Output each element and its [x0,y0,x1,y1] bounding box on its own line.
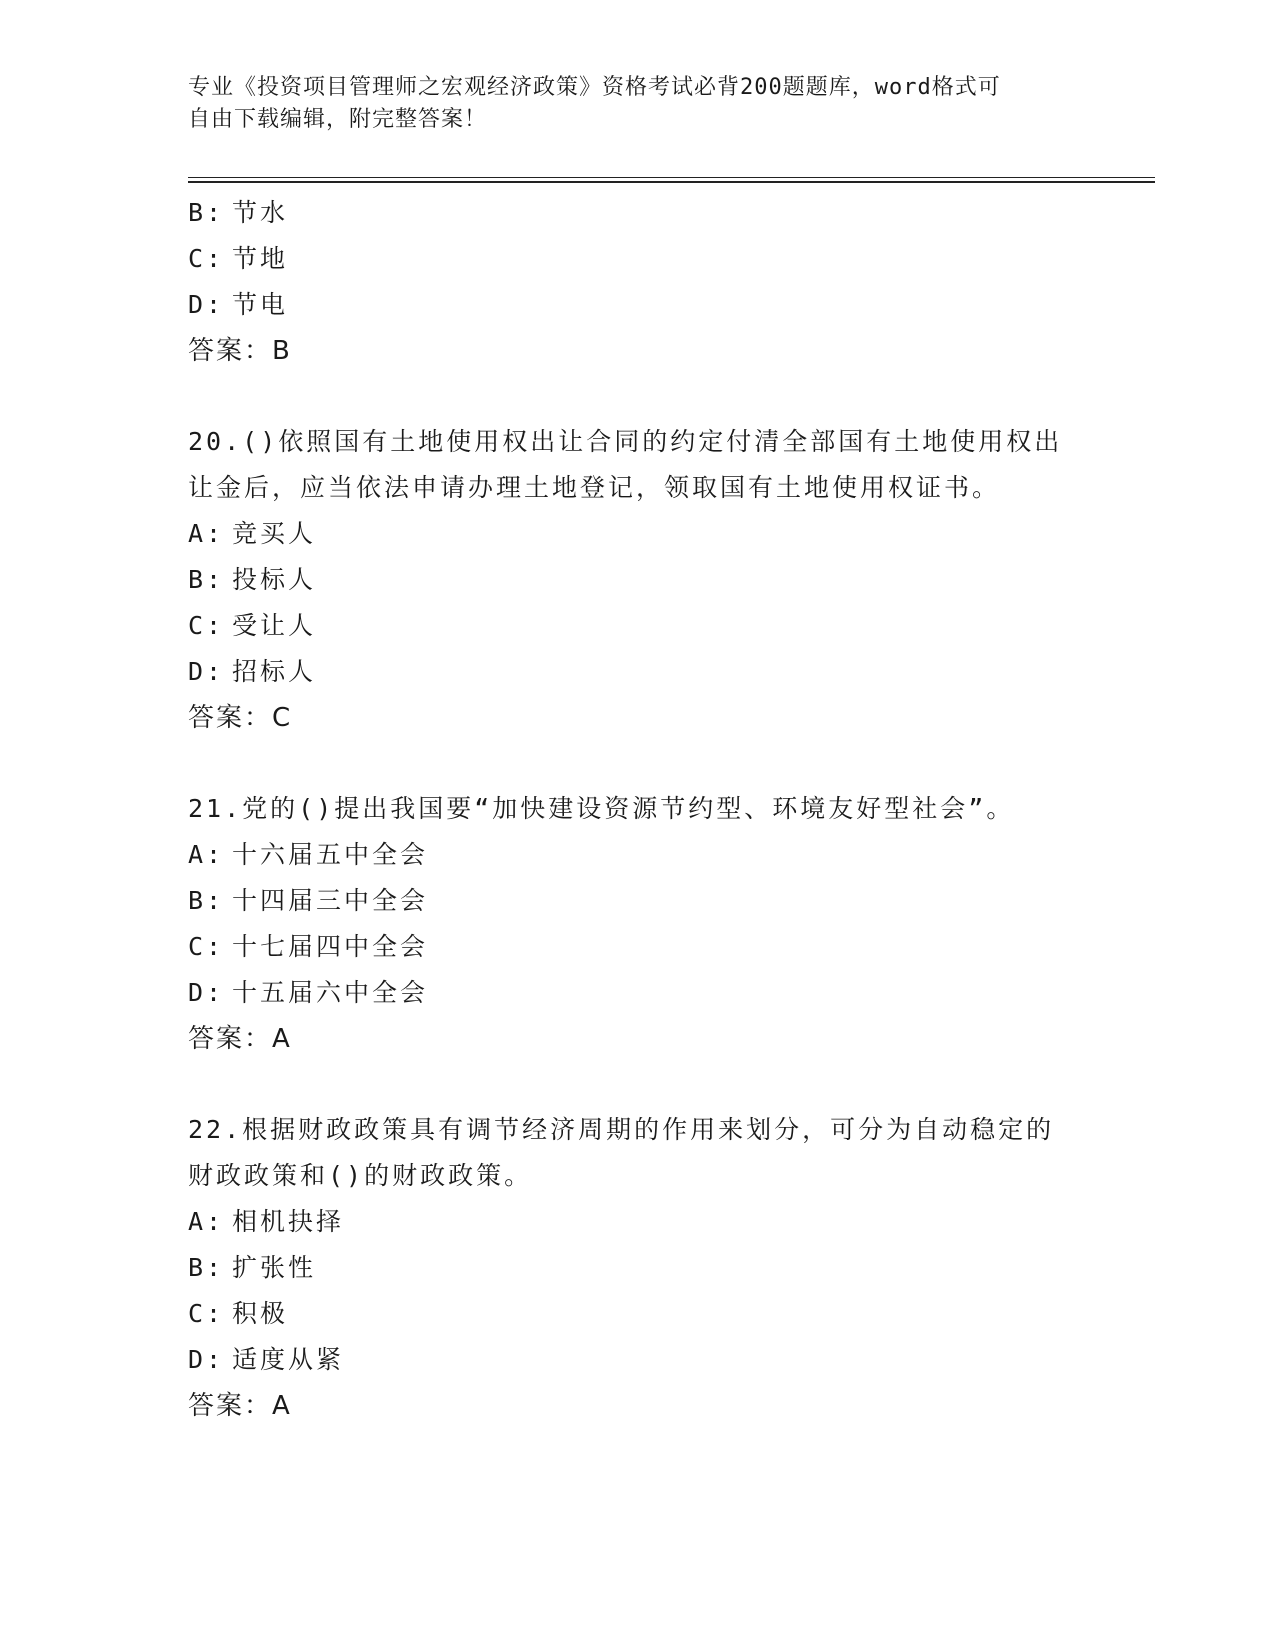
question-stem: 20.()依照国有土地使用权出让合同的约定付清全部国有土地使用权出 让金后，应当依法申请办理土地登记，领取国有土地使用权证书。 [188,427,1063,502]
question-22 [188,1107,1088,1429]
answer-line: 答案：C [188,703,293,733]
header-divider [188,177,1155,183]
question-stem: 22.根据财政政策具有调节经济周期的作用来划分，可分为自动稳定的 财政政策和()的财政政策。 [188,1115,1055,1190]
question-stem: 21.党的()提出我国要“加快建设资源节约型、环境友好型社会”。 [188,794,1015,823]
option-b: B: 投标人 [188,565,317,594]
document-body [188,190,1088,1429]
header-title-line-2: 自由下载编辑，附完整答案！ [188,107,488,132]
question-21 [188,786,1088,1062]
question-19-partial [188,190,1088,374]
document-header [188,72,1088,136]
option-c: C: 节地 [188,244,289,273]
option-a: A: 相机抉择 [188,1207,345,1236]
option-d: D: 节电 [188,290,289,319]
option-b: B: 十四届三中全会 [188,886,429,915]
option-d: D: 十五届六中全会 [188,978,429,1007]
answer-line: 答案：A [188,1391,292,1421]
option-b: B: 扩张性 [188,1253,317,1282]
option-d: D: 招标人 [188,657,317,686]
option-c: C: 十七届四中全会 [188,932,429,961]
option-a: A: 竞买人 [188,519,317,548]
header-title-line-1: 专业《投资项目管理师之宏观经济政策》资格考试必背200题题库，word格式可 [188,75,1001,100]
option-b: B: 节水 [188,198,289,227]
question-20 [188,419,1088,741]
answer-line: 答案：A [188,1024,292,1054]
option-c: C: 受让人 [188,611,317,640]
option-a: A: 十六届五中全会 [188,840,429,869]
option-d: D: 适度从紧 [188,1345,345,1374]
answer-line: 答案：B [188,336,292,366]
option-c: C: 积极 [188,1299,289,1328]
